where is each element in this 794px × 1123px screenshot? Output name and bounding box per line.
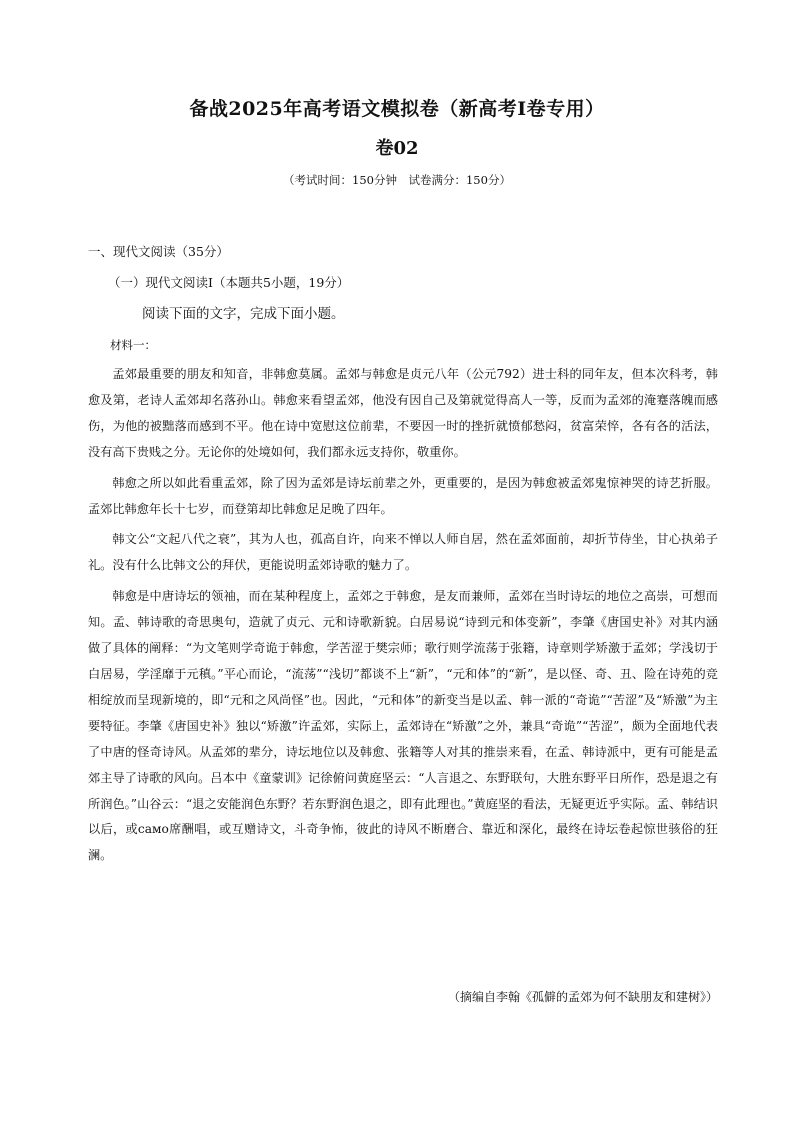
section-subheading: （一）现代文阅读Ⅰ（本题共5小题，19分） bbox=[108, 275, 350, 290]
exam-subtitle: 卷02 bbox=[375, 138, 419, 159]
passage-paragraph: 韩文公“文起八代之衰”，其为人也，孤高自许，向来不惮以人师自居，然在孟郊面前，却折节侍坐，甘心执弟子礼。没有什么比韩文公的拜伏，更能说明孟郊诗歌的魅力了。 bbox=[88, 532, 718, 573]
passage-paragraph: 韩愈之所以如此看重孟郊，除了因为孟郊是诗坛前辈之外，更重要的，是因为韩愈被孟郊鬼惊神哭的诗艺折服。孟郊比韩愈年长十七岁，而登第却比韩愈足足晚了四年。 bbox=[88, 475, 718, 516]
material-label: 材料一： bbox=[110, 338, 156, 352]
exam-title: 备战2025年高考语文模拟卷（新高考Ⅰ卷专用） bbox=[189, 98, 605, 120]
passage-paragraph: 韩愈是中唐诗坛的领袖，而在某种程度上，孟郊之于韩愈，是友而兼师，孟郊在当时诗坛的地位之高崇，可想而知。孟、韩诗歌的奇思奥句，造就了贞元、元和诗歌新貌。白居易说“诗到元和体变新”，李肇《唐国史补》对其内涵做了具体的阐释：“为文笔则学奇诡于韩愈，学苦涩于樊宗师；歌行则学流荡于张籍，诗章则学矫激于孟郊；学浅切于白居易，学淫靡于元稹。”平心而论，“流荡”“浅切”都谈不上“新”，“元和体”的“新”，是以怪、奇、丑、险在诗苑的竞相绽放而呈现新境的，即“元和之风尚怪”也。因此，“元和体”的新变当是以孟、韩一派的“奇诡”“苦涩”及“矫激”为主要特征。李肇《唐国史补》独以“矫激”许孟郊，实际上，孟郊诗在“矫激”之外，兼具“奇诡”“苦涩”，颇为全面地代表了中唐的怪奇诗风。从孟郊的辈分，诗坛地位以及韩愈、张籍等人对其的推崇来看，在孟、韩诗派中，更有可能是孟郊主导了诗歌的风向。吕本中《童蒙训》记徐俯问黄庭坚云：“人言退之、东野联句，大胜东野平日所作，恐是退之有所润色。”山谷云：“退之安能润色东野？若东野润色退之，即有此理也。”黄庭坚的看法，无疑更近乎实际。孟、韩结识以后，或само席酬唱，或互赠诗文，斗奇争怖，彼此的诗风不断磨合、靠近和深化，最终在诗坛卷起惊世骇俗的狂澜。 bbox=[88, 589, 718, 863]
passage-paragraph: 孟郊最重要的朋友和知音，非韩愈莫属。孟郊与韩愈是贞元八年（公元792）进士科的同年友，但本次科考，韩愈及第，老诗人孟郊却名落孙山。韩愈来看望孟郊，他没有因自己及第就觉得高人一等，反而为孟郊的淹蹇落魄而感伤，为他的被黜落而感到不平。他在诗中宽慰这位前辈，不要因一时的挫折就愤郁愁闷，贫富荣悴，各有各的活法，没有高下贵贱之分。无论你的处境如何，我们都永远支持你，敬重你。 bbox=[88, 367, 718, 459]
exam-meta: （考试时间：150分钟 试卷满分：150分） bbox=[283, 173, 511, 187]
section-heading: 一、现代文阅读（35分） bbox=[88, 244, 229, 259]
passage-source: （摘编自李翰《孤僻的孟郊为何不缺朋友和建树》） bbox=[447, 990, 718, 1004]
passage-body bbox=[88, 362, 718, 874]
reading-instruction: 阅读下面的文字，完成下面小题。 bbox=[142, 306, 345, 322]
